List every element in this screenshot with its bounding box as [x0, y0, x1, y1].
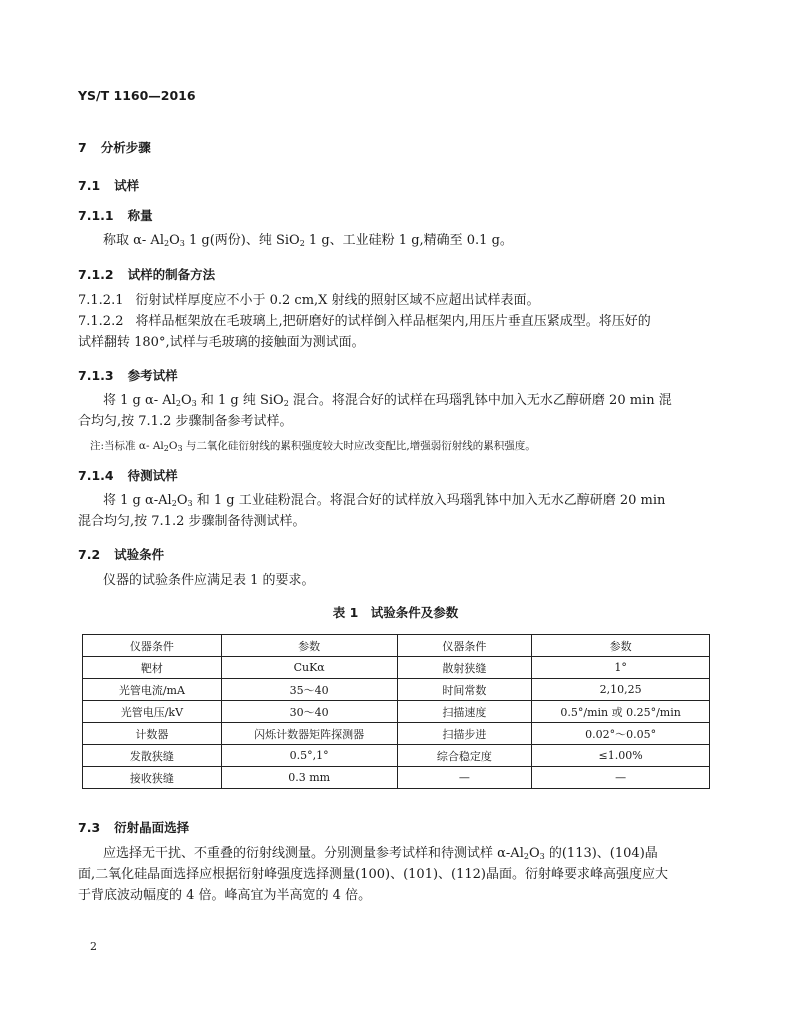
- table-cell: 扫描步进: [397, 723, 532, 745]
- header-cell: 仪器条件: [397, 635, 532, 657]
- section-title: 称量: [127, 208, 153, 223]
- table-row: [83, 745, 710, 767]
- section-title: 参考试样: [127, 368, 178, 383]
- reference-sample-line2: 合均匀,按 7.1.2 步骤制备参考试样。: [78, 414, 293, 429]
- table-cell: 时间常数: [397, 679, 532, 701]
- crystal-plane-line1: 应选择无干扰、不重叠的衍射线测量。分别测量参考试样和待测试样 $\alpha-Al_2O_3$ 的(113)、(104)晶: [103, 846, 658, 861]
- table-cell: 2,10,25: [532, 679, 710, 701]
- table-row: [83, 679, 710, 701]
- table-cell: 0.5°/min 或 0.25°/min: [532, 701, 710, 723]
- header-cell: 参数: [532, 635, 710, 657]
- table-cell: 1°: [532, 657, 710, 679]
- table-cell: 30～40: [221, 701, 397, 723]
- section-title: 试验条件: [114, 547, 165, 562]
- clause-7-1-2-2-line2: 试样翻转 180°,试样与毛玻璃的接触面为测试面。: [78, 335, 365, 350]
- table-caption: 表 1 试验条件及参数: [332, 605, 459, 620]
- section-7-heading: [78, 138, 151, 156]
- section-title: 分析步骤: [100, 140, 151, 155]
- table-cell: 发散狭缝: [83, 745, 222, 767]
- table-cell: 靶材: [83, 657, 222, 679]
- reference-sample-line1: 将 1 g α- $Al_2O_3$ 和 1 g 纯 SiO$_2$ 混合。将混合好的试样在玛瑙乳钵中加入无水乙醇研磨 20 min 混: [103, 393, 672, 408]
- section-number: 7.1.1: [78, 208, 114, 223]
- table-cell: 0.02°～0.05°: [532, 723, 710, 745]
- section-title: 衍射晶面选择: [114, 820, 190, 835]
- page-number: 2: [90, 940, 97, 953]
- section-number: 7.2: [78, 547, 101, 562]
- table-cell: CuKα: [221, 657, 397, 679]
- table-cell: 接收狭缝: [83, 767, 222, 789]
- table-cell: 扫描速度: [397, 701, 532, 723]
- clause-7-1-2-2: 7.1.2.2 将样品框架放在毛玻璃上,把研磨好的试样倒入样品框架内,用压片垂直压紧成型。将压好的: [78, 314, 651, 329]
- test-sample-line2: 混合均匀,按 7.1.2 步骤制备待测试样。: [78, 514, 306, 529]
- section-7-3-heading: [78, 818, 189, 836]
- table-cell: 光管电压/kV: [83, 701, 222, 723]
- test-sample-line1: 将 1 g $\alpha-Al_2O_3$ 和 1 g 工业硅粉混合。将混合好的试样放入玛瑙乳钵中加入无水乙醇研磨 20 min: [103, 493, 666, 508]
- section-title: 待测试样: [127, 468, 178, 483]
- table-cell: 计数器: [83, 723, 222, 745]
- section-number: 7.3: [78, 820, 101, 835]
- section-7-2-heading: [78, 545, 164, 563]
- section-7-1-2-heading: [78, 265, 215, 283]
- test-conditions-text: 仪器的试验条件应满足表 1 的要求。: [103, 573, 315, 588]
- section-7-1-3-heading: [78, 366, 178, 384]
- header-cell: 仪器条件: [83, 635, 222, 657]
- table-header-row: [83, 635, 710, 657]
- table-cell: 0.3 mm: [221, 767, 397, 789]
- table-row: [83, 767, 710, 789]
- table-row: [83, 701, 710, 723]
- table-cell: 综合稳定度: [397, 745, 532, 767]
- section-number: 7.1.3: [78, 368, 114, 383]
- section-title: 试样: [114, 178, 140, 193]
- table-cell: ≤1.00%: [532, 745, 710, 767]
- standard-code: YS/T 1160—2016: [78, 88, 196, 103]
- table-cell: 0.5°,1°: [221, 745, 397, 767]
- note: 注:当标准 α- $Al_2O_3$ 与二氧化硅衍射线的累积强度较大时应改变配比,增强弱衍射线的累积强度。: [90, 440, 536, 453]
- section-7-1-4-heading: [78, 466, 178, 484]
- weighing-paragraph: 称取 α- $Al_2O_3$ 1 g(两份)、纯 SiO$_2$ 1 g、工业硅粉 1 g,精确至 0.1 g。: [103, 233, 513, 248]
- section-title: 试样的制备方法: [127, 267, 216, 282]
- table-cell: 35～40: [221, 679, 397, 701]
- conditions-table: [82, 634, 710, 789]
- header-cell: 参数: [221, 635, 397, 657]
- table-cell: —: [397, 767, 532, 789]
- table-row: [83, 657, 710, 679]
- section-7-1-heading: [78, 176, 139, 194]
- clause-7-1-2-1: 7.1.2.1 衍射试样厚度应不小于 0.2 cm,X 射线的照射区域不应超出试样表面。: [78, 293, 540, 308]
- section-number: 7: [78, 140, 87, 155]
- section-number: 7.1.2: [78, 267, 114, 282]
- table-cell: 光管电流/mA: [83, 679, 222, 701]
- section-number: 7.1: [78, 178, 101, 193]
- table-cell: —: [532, 767, 710, 789]
- crystal-plane-line3: 于背底波动幅度的 4 倍。峰高宜为半高宽的 4 倍。: [78, 888, 372, 903]
- table-row: [83, 723, 710, 745]
- crystal-plane-line2: 面,二氧化硅晶面选择应根据衍射峰强度选择测量(100)、(101)、(112)晶面。衍射峰要求峰高强度应大: [78, 867, 669, 882]
- table-cell: 闪烁计数器矩阵探测器: [221, 723, 397, 745]
- table-cell: 散射狭缝: [397, 657, 532, 679]
- section-number: 7.1.4: [78, 468, 114, 483]
- section-7-1-1-heading: [78, 206, 153, 224]
